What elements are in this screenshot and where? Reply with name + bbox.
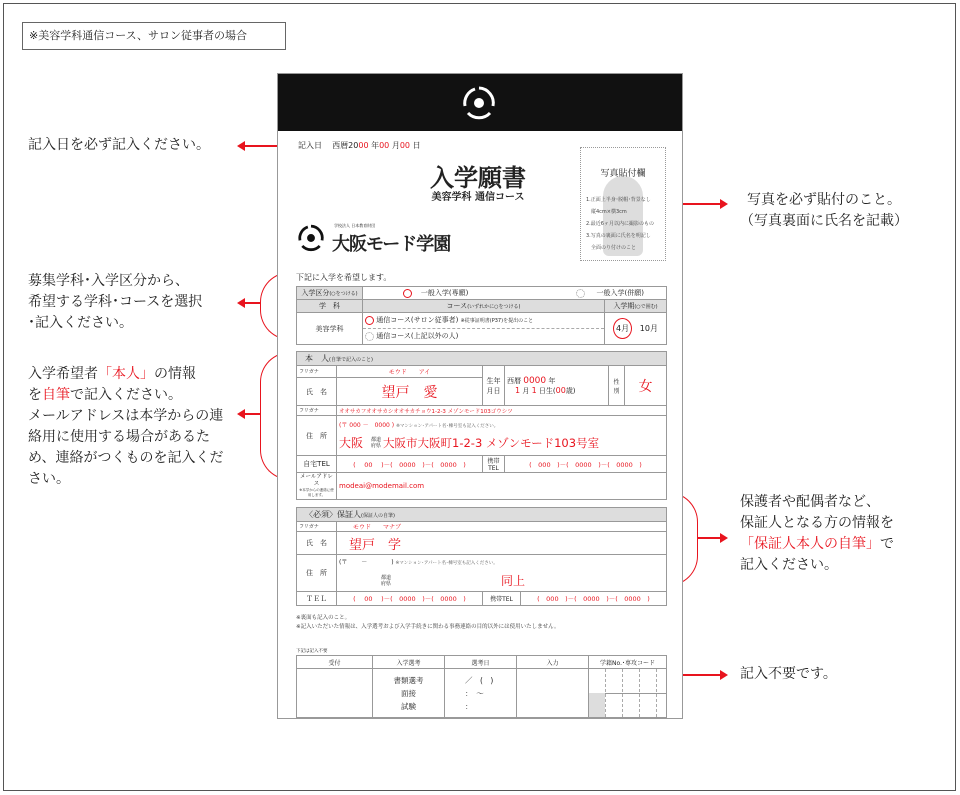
admission-table bbox=[296, 286, 667, 345]
zip-field[interactable]: (〒 000 － 0000 ) bbox=[339, 422, 395, 429]
col-header: 受付 bbox=[297, 656, 373, 669]
term-april[interactable]: 4月 bbox=[613, 318, 632, 339]
label: 性別 bbox=[609, 366, 625, 406]
label-note: ※本学からの連絡に使用します。 bbox=[299, 488, 334, 497]
label: 年 bbox=[548, 376, 556, 385]
note-line: 保証人となる方の情報を bbox=[740, 515, 894, 531]
label: 日生( bbox=[538, 386, 556, 395]
age[interactable]: 00 bbox=[555, 385, 566, 395]
label: 生年月日 bbox=[483, 366, 505, 406]
photo-instructions bbox=[586, 194, 654, 254]
label-note: (○をつける) bbox=[329, 291, 358, 297]
address-field[interactable]: 大阪市大阪町1-2-3 メゾンモード103号室 bbox=[383, 435, 600, 450]
note-line: 写真を必ず貼付のこと。 bbox=[747, 192, 901, 208]
name-field[interactable]: 望戸 愛 bbox=[337, 378, 483, 406]
office-label: 下記は記入不要 bbox=[296, 649, 328, 654]
label: 携帯TEL bbox=[483, 456, 505, 473]
label: ＴＥＬ bbox=[297, 592, 337, 606]
label-note: (○で囲む) bbox=[634, 304, 658, 310]
instruction: 1.正面上半身･脱帽･背景なし bbox=[586, 197, 651, 203]
photo-box[interactable] bbox=[580, 147, 666, 261]
note-line: 保護者や配偶者など、 bbox=[740, 494, 880, 510]
term-october[interactable]: 10月 bbox=[639, 324, 658, 333]
name-field[interactable]: 望戸 学 bbox=[337, 532, 667, 555]
date-slot: ： ～ bbox=[465, 688, 484, 698]
note-line: ･記入ください。 bbox=[28, 315, 133, 331]
application-form bbox=[277, 73, 683, 719]
note-self bbox=[28, 364, 228, 490]
tel-field[interactable]: ( 00 )－( 0000 )－( 0000 ) bbox=[337, 592, 483, 606]
col-header: 選考日 bbox=[445, 656, 517, 669]
course-note: ※従事証明書(P37)を提出のこと bbox=[460, 318, 534, 324]
note-line: 募集学科･入学区分から、 bbox=[28, 273, 189, 289]
selected-circle-icon[interactable] bbox=[365, 316, 374, 325]
label: 歳) bbox=[565, 386, 576, 395]
header-course: コース bbox=[446, 302, 468, 310]
sex-field[interactable]: 女 bbox=[625, 366, 667, 406]
date-day[interactable]: 00 bbox=[399, 141, 411, 150]
date-era: 西暦20 bbox=[332, 141, 359, 150]
course-salon[interactable]: 通信コース(サロン従事者) bbox=[376, 316, 459, 324]
zip-note: ※マンション･アパート名･棟号室も記入ください。 bbox=[395, 561, 498, 566]
label: 入学区分 bbox=[301, 289, 330, 297]
photo-title: 写真貼付欄 bbox=[600, 169, 646, 179]
footnotes bbox=[296, 614, 667, 632]
form-header-bar bbox=[278, 74, 682, 131]
col-header: 学籍No.･専攻コード bbox=[589, 656, 667, 669]
note-photo bbox=[740, 190, 908, 232]
school-name: 大阪モード学園 bbox=[332, 234, 451, 255]
prefecture-field[interactable]: 大阪 bbox=[339, 436, 364, 450]
label: 都道府県 bbox=[381, 574, 392, 587]
birth-day[interactable]: 1 bbox=[531, 385, 537, 395]
note-text: メールアドレスは本学からの連絡用に使用する場合があるため、連絡がつくものを記入ください。 bbox=[28, 408, 224, 487]
zip-note: ※マンション･アパート名･棟号室も記入ください。 bbox=[396, 424, 499, 429]
address-furigana-field[interactable]: オオサカフオオサカシオオサカチョウ1-2-3 メゾンモード103ゴウシツ bbox=[337, 406, 667, 416]
section-title: 本 人 bbox=[305, 354, 329, 363]
label-note: (いずれかに○をつける) bbox=[467, 304, 521, 310]
school-emblem-icon bbox=[460, 84, 498, 122]
col-header: 入学選考 bbox=[373, 656, 445, 669]
date-slot: ： bbox=[465, 701, 473, 711]
date-month[interactable]: 00 bbox=[379, 141, 390, 150]
selection-type: 書類選考 bbox=[393, 675, 424, 685]
zip-field[interactable]: (〒 － ) bbox=[339, 559, 394, 566]
guarantor-table bbox=[296, 507, 667, 606]
label: 都道府県 bbox=[371, 436, 382, 449]
home-tel-field[interactable]: ( 00 )－( 0000 )－( 0000 ) bbox=[337, 456, 483, 473]
instruction: 3.写真の裏面に氏名を明記し bbox=[586, 233, 651, 239]
form-subtitle: 美容学科 通信コース bbox=[431, 192, 525, 203]
label: 氏 名 bbox=[297, 378, 337, 406]
note-line: （写真裏面に氏名を記載） bbox=[740, 213, 908, 229]
note-text: を bbox=[28, 387, 42, 403]
empty-circle-icon[interactable] bbox=[576, 289, 585, 298]
label: メールアドレス bbox=[300, 474, 333, 487]
student-code-grid bbox=[589, 669, 667, 718]
form-title: 入学願書 bbox=[430, 164, 526, 192]
email-field[interactable]: modeai@modemail.com bbox=[337, 473, 667, 500]
address-field[interactable]: 同上 bbox=[501, 574, 526, 588]
col-header: 入力 bbox=[517, 656, 589, 669]
header-dept: 学 科 bbox=[297, 300, 363, 313]
birth-month[interactable]: 1 bbox=[515, 385, 521, 395]
furigana-field[interactable]: モウド マナブ bbox=[337, 522, 667, 532]
birth-year[interactable]: 0000 bbox=[523, 375, 547, 386]
label: フリガナ bbox=[297, 522, 337, 532]
arrow-left-icon bbox=[245, 302, 261, 304]
office-table bbox=[296, 655, 667, 718]
instruction: 全面のり付けのこと bbox=[591, 245, 637, 251]
label: フリガナ bbox=[297, 406, 337, 416]
note-text: で記入ください。 bbox=[70, 387, 182, 403]
note-date: 記入日を必ず記入ください。 bbox=[28, 137, 210, 153]
note-office: 記入不要です。 bbox=[740, 666, 837, 682]
note-line: 希望する学科･コースを選択 bbox=[28, 294, 203, 310]
note-line: 記入ください。 bbox=[740, 557, 838, 573]
selection-type: 面接 bbox=[401, 688, 416, 698]
label: 月 bbox=[522, 386, 530, 395]
note-course bbox=[28, 271, 202, 334]
mobile-tel-field[interactable]: ( 000 )－( 0000 )－( 0000 ) bbox=[521, 592, 667, 606]
label: 月 bbox=[391, 141, 400, 150]
note-emph: 自筆 bbox=[42, 387, 70, 403]
furigana-field[interactable]: モウド アイ bbox=[337, 366, 483, 378]
selected-circle-icon[interactable] bbox=[403, 289, 412, 298]
label: 自宅TEL bbox=[297, 456, 337, 473]
note-text: 入学希望者 bbox=[28, 366, 98, 382]
note-text: で bbox=[880, 536, 894, 552]
label: 年 bbox=[371, 141, 380, 150]
instruction: 2.最近6ヶ月以内に撮影のもの bbox=[586, 221, 654, 227]
label: 氏 名 bbox=[297, 532, 337, 555]
arrow-right-icon bbox=[698, 537, 720, 539]
application-date bbox=[298, 140, 421, 151]
section-note: (保証人の自筆) bbox=[361, 513, 395, 519]
date-year[interactable]: 00 bbox=[358, 141, 369, 150]
note-emph: 「保証人本人の自筆」 bbox=[740, 536, 880, 552]
instruction: 縦4cm×横3cm bbox=[591, 209, 627, 215]
label: 住 所 bbox=[297, 555, 337, 592]
section-note: (自筆で記入のこと) bbox=[329, 357, 373, 363]
note-guarantor bbox=[740, 492, 894, 576]
date-slot: ／ ( ) bbox=[465, 675, 494, 685]
note-emph: 「本人」 bbox=[98, 366, 154, 382]
note-text: の情報 bbox=[154, 366, 196, 382]
case-label: ※美容学科通信コース、サロン従事者の場合 bbox=[22, 22, 286, 50]
course-other[interactable]: 通信コース(上記以外の人) bbox=[376, 332, 459, 340]
school-logo bbox=[296, 219, 456, 257]
school-corp: 学校法人 日本教育財団 bbox=[334, 223, 376, 228]
mobile-tel-field[interactable]: ( 000 )－( 0000 )－( 0000 ) bbox=[505, 456, 667, 473]
school-emblem-icon bbox=[296, 223, 326, 253]
option-exclusive[interactable]: 一般入学(専願) bbox=[420, 289, 469, 297]
form-body bbox=[296, 272, 667, 718]
date-label: 記入日 bbox=[298, 141, 322, 150]
option-concurrent[interactable]: 一般入学(併願) bbox=[596, 289, 644, 297]
header-term: 入学期 bbox=[613, 302, 635, 310]
arrow-left-icon bbox=[245, 413, 261, 415]
footnote: ※裏面も記入のこと。 bbox=[296, 615, 351, 621]
label: 日 bbox=[412, 141, 421, 150]
intro-text: 下記に入学を希望します。 bbox=[296, 273, 392, 282]
label: フリガナ bbox=[297, 366, 337, 378]
dept-value: 美容学科 bbox=[297, 313, 363, 345]
footnote: ※記入いただいた情報は、入学選考および入学手続きに関わる事務連絡の目的以外には使用いたしません。 bbox=[296, 624, 560, 630]
label: 住 所 bbox=[297, 416, 337, 456]
label: 携帯TEL bbox=[483, 592, 521, 606]
empty-circle-icon[interactable] bbox=[365, 332, 374, 341]
label: 西暦 bbox=[507, 376, 521, 385]
section-title: 〈必須〉保証人 bbox=[305, 510, 361, 519]
applicant-table bbox=[296, 351, 667, 500]
selection-type: 試験 bbox=[401, 701, 416, 711]
